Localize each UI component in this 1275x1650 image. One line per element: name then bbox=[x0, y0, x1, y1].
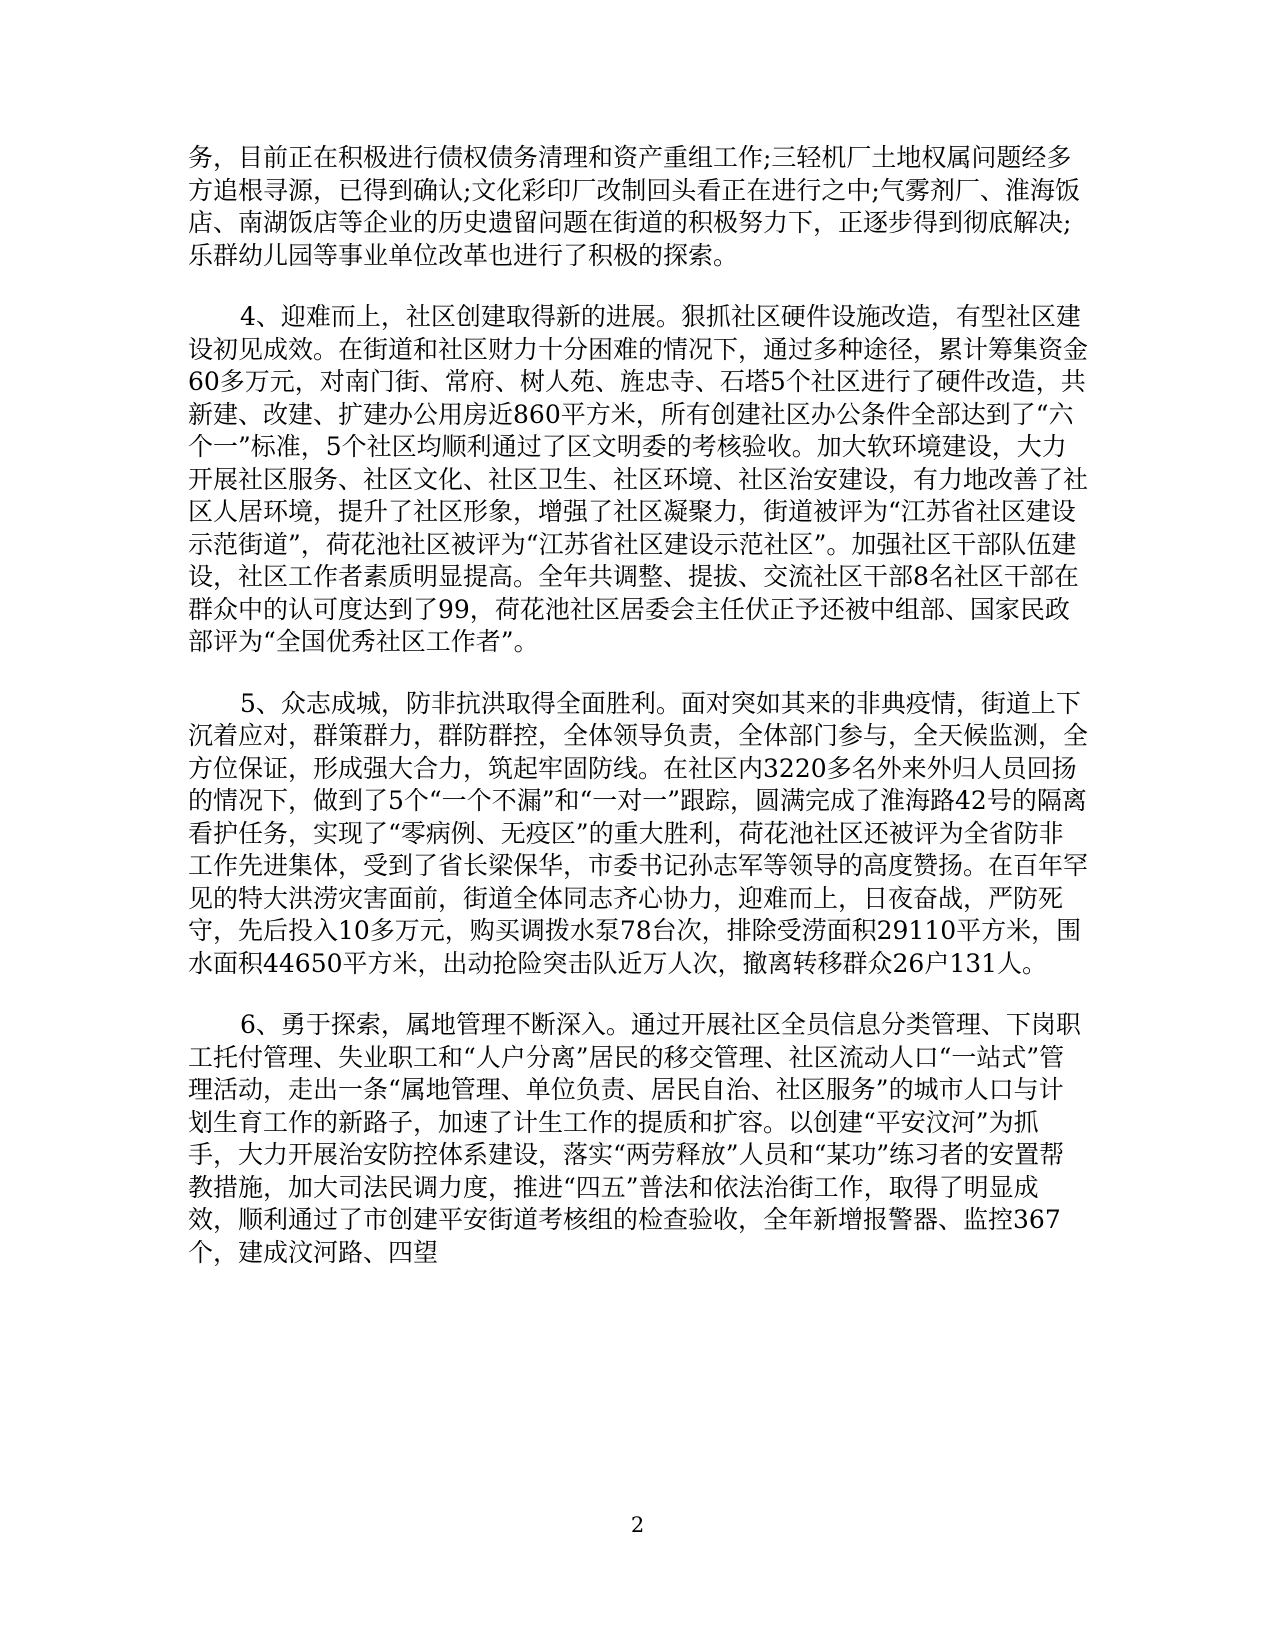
paragraph-5-flood-epidemic: 5、众志成城，防非抗洪取得全面胜利。面对突如其来的非典疫情，街道上下沉着应对，群策群力，群防群控，全体领导负责，全体部门参与，全天候监测，全方位保证，形成强大合力，筑起牢固防线。在社区内3220多名外来外归人员回扬的情况下，做到了5个“一个不漏”和“一对一”跟踪，圆满完成了淮海路42号的隔离看护任务，实现了“零病例、无疫区”的重大胜利，荷花池社区还被评为全省防非工作先进集体，受到了省长梁保华，市委书记孙志军等领导的高度赞扬。在百年罕见的特大洪涝灾害面前，街道全体同志齐心协力，迎难而上，日夜奋战，严防死守，先后投入10多万元，购买调拨水泵78台次，排除受涝面积29110平方米，围水面积44650平方米，出动抢险突击队近万人次，撤离转移群众26户131人。 bbox=[188, 688, 1089, 978]
paragraph-4-community-building: 4、迎难而上，社区创建取得新的进展。狠抓社区硬件设施改造，有型社区建设初见成效。在街道和社区财力十分困难的情况下，通过多种途径，累计筹集资金60多万元，对南门街、常府、树人苑、旌忠寺、石塔5个社区进行了硬件改造，共新建、改建、扩建办公用房近860平方米，所有创建社区办公条件全部达到了“六个一”标准，5个社区均顺利通过了区文明委的考核验收。加大软环境建设，大力开展社区服务、社区文化、社区卫生、社区环境、社区治安建设，有力地改善了社区人居环境，提升了社区形象，增强了社区凝聚力，街道被评为“江苏省社区建设示范街道”，荷花池社区被评为“江苏省社区建设示范社区”。加强社区干部队伍建设，社区工作者素质明显提高。全年共调整、提拔、交流社区干部8名社区干部在群众中的认可度达到了99，荷花池社区居委会主任伏正予还被中组部、国家民政部评为“全国优秀社区工作者”。 bbox=[188, 302, 1089, 656]
body-text bbox=[188, 142, 1088, 1298]
paragraph-continuation: 务，目前正在积极进行债权债务清理和资产重组工作;三轻机厂土地权属问题经多方追根寻源，已得到确认;文化彩印厂改制回头看正在进行之中;气雾剂厂、淮海饭店、南湖饭店等企业的历史遗留问题在街道的积极努力下，正逐步得到彻底解决;乐群幼儿园等事业单位改革也进行了积极的探索。 bbox=[188, 143, 1080, 270]
paragraph-6-local-management: 6、勇于探索，属地管理不断深入。通过开展社区全员信息分类管理、下岗职工托付管理、失业职工和“人户分离”居民的移交管理、社区流动人口“一站式”管理活动，走出一条“属地管理、单位负责、居民自治、社区服务”的城市人口与计划生育工作的新路子，加速了计生工作的提质和扩容。以创建“平安汶河”为抓手，大力开展治安防控体系建设，落实“两劳释放”人员和“某功”练习者的安置帮教措施，加大司法民调力度，推进“四五”普法和依法治街工作，取得了明显成效，顺利通过了市创建平安街道考核组的检查验收，全年新增报警器、监控367个，建成汶河路、四望 bbox=[188, 1010, 1081, 1267]
page-number: 2 bbox=[630, 1513, 645, 1537]
